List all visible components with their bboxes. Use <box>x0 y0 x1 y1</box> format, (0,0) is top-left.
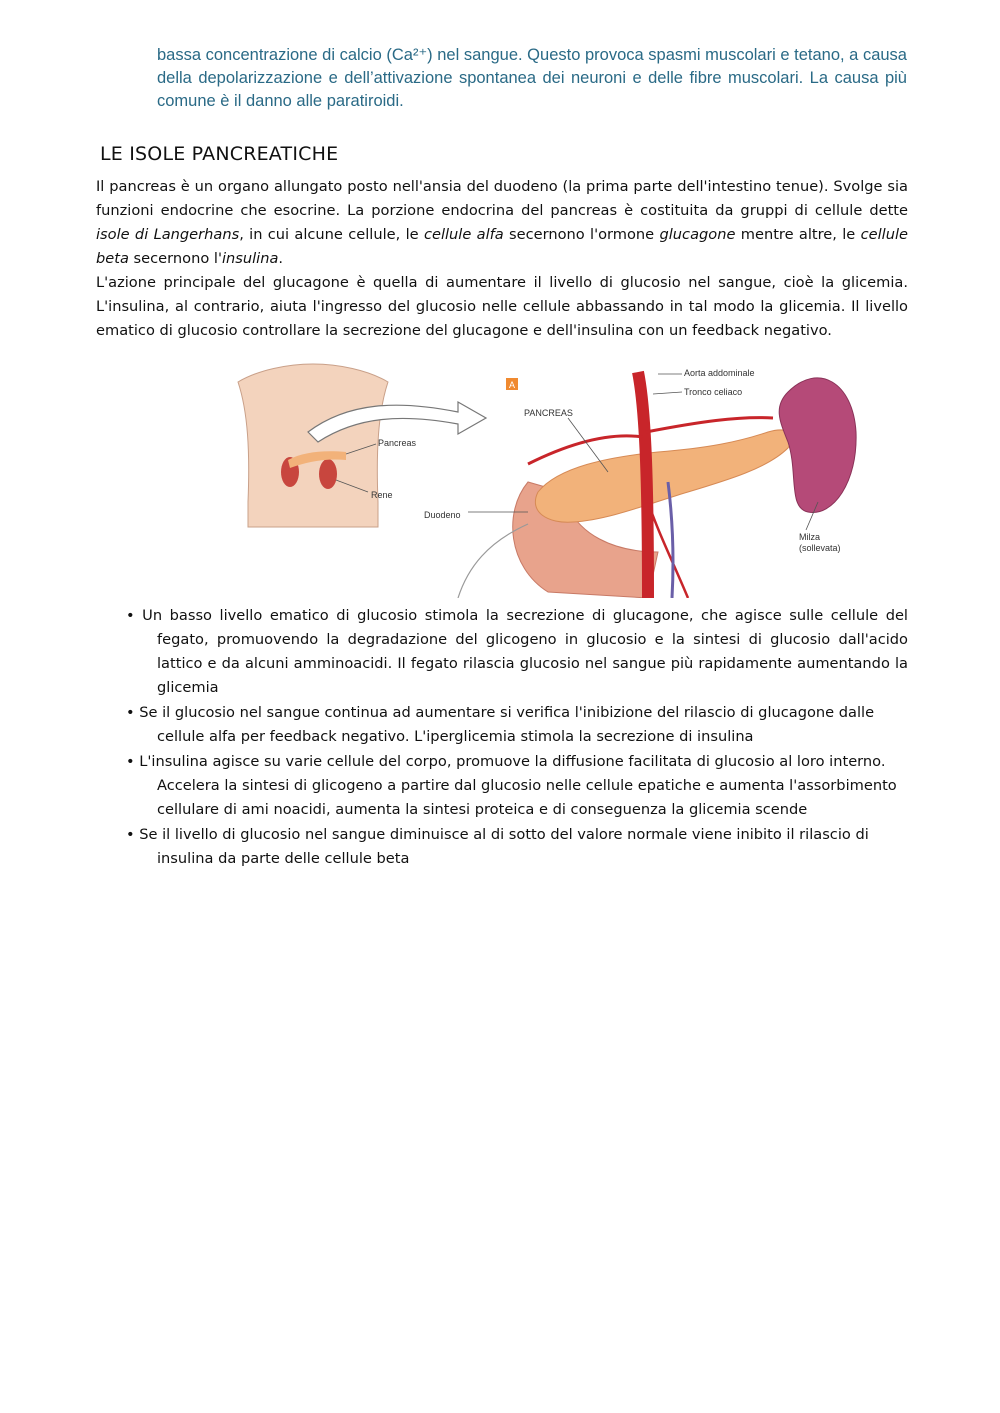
intro-paragraph: bassa concentrazione di calcio (Ca²⁺) nel sangue. Questo provoca spasmi muscolari e tetano, a causa della depolarizzazione e dell’attivazione spontanea dei neuroni e delle fibre muscolari. La causa più comune è il danno alle paratiroidi. <box>157 46 907 110</box>
paragraph-pancreas-intro <box>96 175 908 271</box>
label-pancreas-small: Pancreas <box>378 438 417 448</box>
label-pancreas-big: PANCREAS <box>524 408 573 418</box>
list-item: • Se il livello di glucosio nel sangue diminuisce al di sotto del valore normale viene inibito il rilascio di insulina da parte delle cellule beta <box>126 826 869 867</box>
label-tronco: Tronco celiaco <box>684 387 743 397</box>
p1-text-6: . <box>278 250 284 267</box>
pancreas-anatomy-figure <box>228 352 862 598</box>
label-milza: Milza <box>799 532 821 542</box>
list-item: • Se il glucosio nel sangue continua ad aumentare si verifica l'inibizione del rilascio di glucagone dalle cellule alfa per feedback negativo. L'iperglicemia stimola la secrezione di insulina <box>126 704 875 745</box>
term-isole-langerhans: isole di Langerhans <box>96 226 240 243</box>
p1-text-4: mentre altre, le <box>735 226 861 243</box>
label-duodeno: Duodeno <box>424 510 461 520</box>
term-cellule-beta: cellule beta <box>96 226 908 267</box>
list-item: • Un basso livello ematico di glucosio stimola la secrezione di glucagone, che agisce sulle cellule del fegato, promuovendo la degradazione del glicogeno in glucosio e la sintesi di glucosio dall'acido lattico e da alcuni amminoacidi. Il fegato rilascia glucosio nel sangue più rapidamente aumentando la glicemia <box>126 607 908 696</box>
list-item: • L'insulina agisce su varie cellule del corpo, promuove la diffusione facilitata di glucosio al loro interno. Accelera la sintesi di glicogeno a partire dal glucosio nelle cellule epatiche e aumenta l'assorbimento cellulare di ami noacidi, aumenta la sintesi proteica e di conseguenza la glicemia scende <box>126 753 897 818</box>
vein-vessel <box>668 482 673 598</box>
term-insulina: insulina <box>221 250 279 267</box>
kidney-right-icon <box>319 459 337 489</box>
label-aorta: Aorta addominale <box>684 368 755 378</box>
term-cellule-alfa: cellule alfa <box>423 226 504 243</box>
mesenteric-vessel <box>648 502 688 598</box>
spleen-shape <box>779 378 856 513</box>
torso-shape <box>238 364 388 527</box>
panel-letter: A <box>509 380 516 390</box>
celiac-trunk-vessel <box>646 418 773 432</box>
p1-text-5: secernono l' <box>128 250 222 267</box>
paragraph-glucagone-insulina: L'azione principale del glucagone è quella di aumentare il livello di glucosio nel sangue, cioè la glicemia. L'insulina, al contrario, aiuta l'ingresso del glucosio nelle cellule abbassando in tal modo la glicemia. Il livello ematico di glucosio controllare la secrezione del glucagone e dell'insulina con un feedback negativo. <box>96 274 908 339</box>
p1-text-3: secernono l'ormone <box>503 226 660 243</box>
term-glucagone: glucagone <box>659 226 736 243</box>
pancreas-illustration <box>228 352 862 598</box>
section-title: LE ISOLE PANCREATICHE <box>100 143 339 165</box>
p1-text-2: , in cui alcune cellule, le <box>239 226 424 243</box>
label-rene: Rene <box>371 490 393 500</box>
bullet-list <box>126 604 908 872</box>
label-sollevata: (sollevata) <box>799 543 841 553</box>
p1-text-1: Il pancreas è un organo allungato posto nell'ansia del duodeno (la prima parte dell'intestino tenue). Svolge sia funzioni endocrine che esocrine. La porzione endocrina del pancreas è costituita da gruppi di cellule dette <box>96 178 908 219</box>
